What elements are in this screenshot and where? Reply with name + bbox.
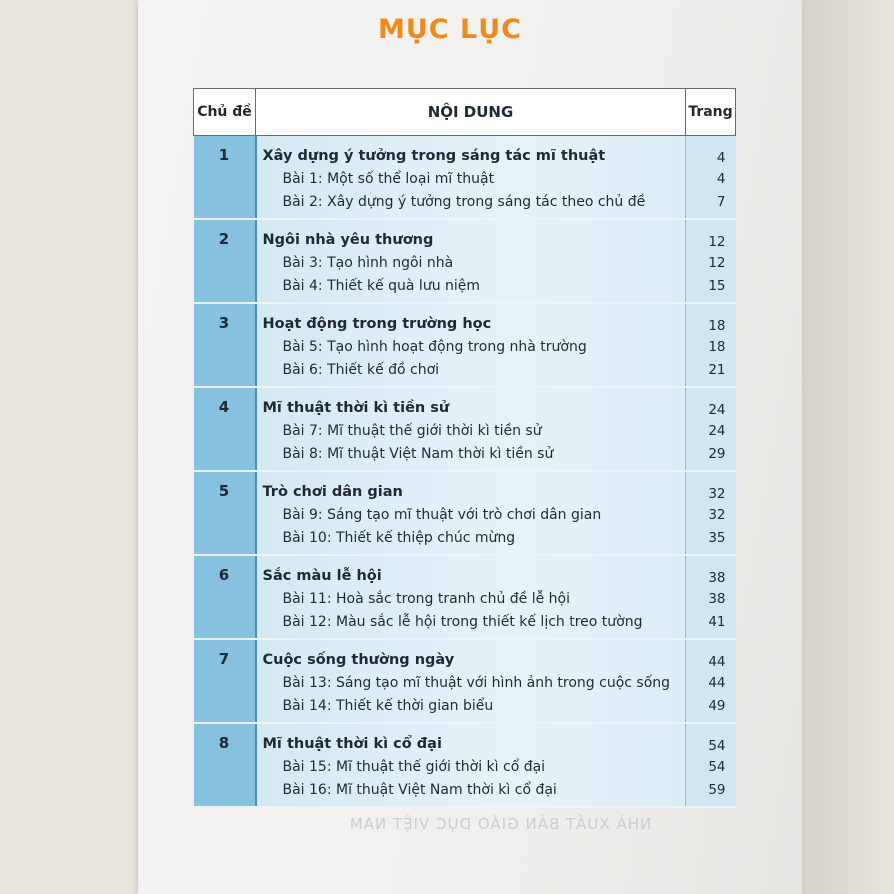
- topic-content: [256, 387, 686, 471]
- topic-title: Hoạt động trong trường học: [262, 316, 492, 332]
- lesson-page-number: 54: [708, 759, 726, 775]
- topic-page-number: 12: [708, 234, 726, 250]
- lesson-page-number: 15: [708, 278, 726, 294]
- lesson-title: Bài 6: Thiết kế đồ chơi: [282, 362, 440, 378]
- topic-page-number: 38: [708, 570, 726, 586]
- topic-title: Sắc màu lễ hội: [262, 568, 382, 584]
- topic-pages: [686, 303, 736, 387]
- lesson-page-number: 29: [708, 446, 726, 462]
- header-topic: Chủ đề: [194, 89, 256, 136]
- topic-number: 3: [194, 303, 256, 387]
- topic-number: 7: [194, 639, 256, 723]
- lesson-title: Bài 7: Mĩ thuật thế giới thời kì tiền sử: [282, 423, 542, 439]
- lesson-title: Bài 3: Tạo hình ngôi nhà: [282, 255, 454, 271]
- topic-row: [194, 555, 736, 639]
- topic-content: [256, 471, 686, 555]
- topic-pages: [686, 387, 736, 471]
- topic-page-number: 54: [708, 738, 726, 754]
- topic-content: [256, 219, 686, 303]
- topic-page-number: 4: [716, 150, 726, 166]
- topic-page-number: 18: [708, 318, 726, 334]
- lesson-page-number: 12: [708, 255, 726, 271]
- topic-row: [194, 387, 736, 471]
- topic-title: Mĩ thuật thời kì cổ đại: [262, 736, 442, 752]
- topic-title: Ngôi nhà yêu thương: [262, 232, 434, 248]
- book-spine-shadow: [802, 0, 894, 894]
- topic-content: [256, 303, 686, 387]
- topic-content: [256, 723, 686, 807]
- table-body: [194, 136, 736, 808]
- topic-pages: [686, 136, 736, 220]
- lesson-title: Bài 10: Thiết kế thiệp chúc mừng: [282, 530, 516, 546]
- header-page: Trang: [686, 89, 736, 136]
- table-of-contents: [193, 88, 736, 808]
- lesson-title: Bài 9: Sáng tạo mĩ thuật với trò chơi dân gian: [282, 507, 602, 523]
- topic-content: [256, 639, 686, 723]
- table-header-row: [194, 89, 736, 136]
- topic-number: 4: [194, 387, 256, 471]
- lesson-title: Bài 11: Hoà sắc trong tranh chủ đề lễ hội: [282, 591, 571, 607]
- lesson-page-number: 49: [708, 698, 726, 714]
- lesson-page-number: 59: [708, 782, 726, 798]
- lesson-page-number: 4: [716, 171, 726, 187]
- lesson-page-number: 44: [708, 675, 726, 691]
- lesson-page-number: 21: [708, 362, 726, 378]
- lesson-title: Bài 12: Màu sắc lễ hội trong thiết kế lịch treo tường: [282, 614, 643, 630]
- topic-pages: [686, 723, 736, 807]
- lesson-page-number: 18: [708, 339, 726, 355]
- topic-pages: [686, 555, 736, 639]
- lesson-page-number: 24: [708, 423, 726, 439]
- topic-page-number: 44: [708, 654, 726, 670]
- topic-content: [256, 136, 686, 220]
- topic-number: 8: [194, 723, 256, 807]
- topic-pages: [686, 639, 736, 723]
- lesson-title: Bài 4: Thiết kế quà lưu niệm: [282, 278, 481, 294]
- topic-row: [194, 219, 736, 303]
- lesson-title: Bài 13: Sáng tạo mĩ thuật với hình ảnh trong cuộc sống: [282, 675, 671, 691]
- topic-pages: [686, 219, 736, 303]
- topic-number: 5: [194, 471, 256, 555]
- lesson-title: Bài 1: Một số thể loại mĩ thuật: [282, 171, 495, 187]
- topic-row: [194, 471, 736, 555]
- topic-title: Cuộc sống thường ngày: [262, 652, 455, 668]
- lesson-title: Bài 5: Tạo hình hoạt động trong nhà trường: [282, 339, 587, 355]
- lesson-title: Bài 15: Mĩ thuật thế giới thời kì cổ đại: [282, 759, 546, 775]
- lesson-title: Bài 14: Thiết kế thời gian biểu: [282, 698, 494, 714]
- topic-pages: [686, 471, 736, 555]
- topic-page-number: 24: [708, 402, 726, 418]
- topic-row: [194, 303, 736, 387]
- topic-number: 6: [194, 555, 256, 639]
- lesson-title: Bài 2: Xây dựng ý tưởng trong sáng tác theo chủ đề: [282, 194, 646, 210]
- lesson-title: Bài 8: Mĩ thuật Việt Nam thời kì tiền sử: [282, 446, 554, 462]
- topic-row: [194, 723, 736, 807]
- header-content: NỘI DUNG: [256, 89, 686, 136]
- lesson-page-number: 35: [708, 530, 726, 546]
- topic-row: [194, 136, 736, 220]
- topic-row: [194, 639, 736, 723]
- topic-page-number: 32: [708, 486, 726, 502]
- lesson-page-number: 41: [708, 614, 726, 630]
- lesson-page-number: 7: [716, 194, 726, 210]
- topic-title: Trò chơi dân gian: [262, 484, 403, 500]
- topic-number: 1: [194, 136, 256, 220]
- publisher-watermark: NHÀ XUẤT BẢN GIÁO DỤC VIỆT NAM: [348, 815, 652, 833]
- lesson-page-number: 32: [708, 507, 726, 523]
- topic-title: Mĩ thuật thời kì tiền sử: [262, 400, 450, 416]
- page-title: MỤC LỤC: [378, 14, 522, 45]
- lesson-title: Bài 16: Mĩ thuật Việt Nam thời kì cổ đại: [282, 782, 557, 798]
- lesson-page-number: 38: [708, 591, 726, 607]
- topic-number: 2: [194, 219, 256, 303]
- topic-content: [256, 555, 686, 639]
- topic-title: Xây dựng ý tưởng trong sáng tác mĩ thuật: [262, 148, 606, 164]
